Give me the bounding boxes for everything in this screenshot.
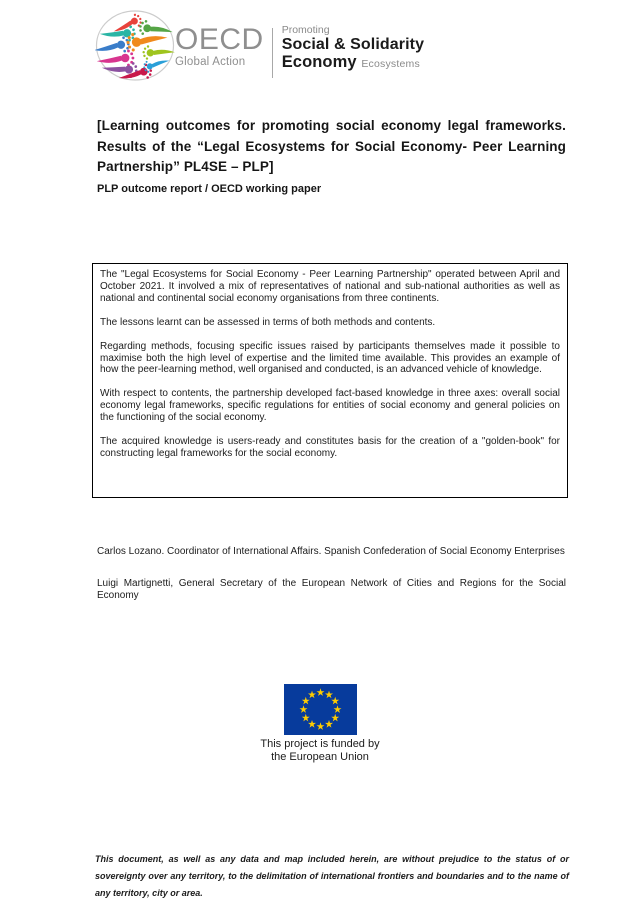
abstract-paragraph: The lessons learnt can be assessed in terms of both methods and contents.: [100, 316, 436, 328]
abstract-box: [92, 263, 568, 498]
oecd-hands-globe-icon: [95, 9, 175, 82]
author-line: Carlos Lozano. Coordinator of International Affairs. Spanish Confederation of Social Economy Enterprises: [97, 546, 565, 557]
oecd-global-action-logo: [95, 9, 424, 82]
abstract-paragraph: The "Legal Ecosystems for Social Economy - Peer Learning Partnership" operated between April and October 2021. It involved a mix of representatives of national and sub-national authorities as well as national and continental social economy organisations from three continents.: [100, 269, 560, 304]
logo-tagline-promoting: Promoting: [281, 24, 330, 36]
logo-divider: [272, 28, 273, 78]
abstract-paragraph: The acquired knowledge is users-ready and constitutes basis for the creation of a "golden-book" for constructing legal frameworks for the social economy.: [100, 436, 560, 459]
eu-flag-icon: [284, 684, 357, 735]
eu-funding-caption-line2: the European Union: [271, 751, 369, 763]
footer-disclaimer: This document, as well as any data and map included herein, are without prejudice to the status of or sovereignty over any territory, to the delimitation of international frontiers and boundaries and to the name of any territory, city or area.: [95, 854, 569, 898]
logo-tagline-ecosystems: Ecosystems: [361, 58, 420, 70]
authors-section: [97, 546, 566, 622]
logo-tagline-economy-line: [282, 53, 424, 73]
logo-tagline-economy: Economy: [281, 53, 357, 71]
global-action-label: Global Action: [175, 56, 246, 68]
eu-funding-block: [240, 684, 400, 764]
logo-tagline-social-solidarity: Social & Solidarity: [281, 36, 425, 53]
logo-tagline: [282, 9, 424, 73]
abstract-paragraph: With respect to contents, the partnership developed fact-based knowledge in three axes: overall social economy legal frameworks, specific regulations for entities of social economy and general policies on the functioning of the social economy.: [100, 388, 560, 424]
oecd-wordmark: [175, 9, 264, 68]
author-line: Luigi Martignetti, General Secretary of the European Network of Cities and Regions for the Social Economy: [97, 578, 566, 601]
eu-funding-caption: [240, 738, 400, 764]
oecd-wordmark-text: OECD: [175, 23, 264, 56]
document-title: [Learning outcomes for promoting social economy legal frameworks. Results of the “Legal Ecosystems for Social Economy- Peer Learning Partnership” PL4SE – PLP]: [97, 118, 566, 174]
eu-funding-caption-line1: This project is funded by: [260, 738, 380, 750]
abstract-paragraph: Regarding methods, focusing specific issues raised by participants themselves made it possible to maximise both the high level of expertise and the limited time available. This provides an example of how the peer-learning method, well organised and conducted, is an advanced vehicle of knowledge.: [100, 340, 560, 376]
document-subtitle: PLP outcome report / OECD working paper: [97, 183, 322, 195]
